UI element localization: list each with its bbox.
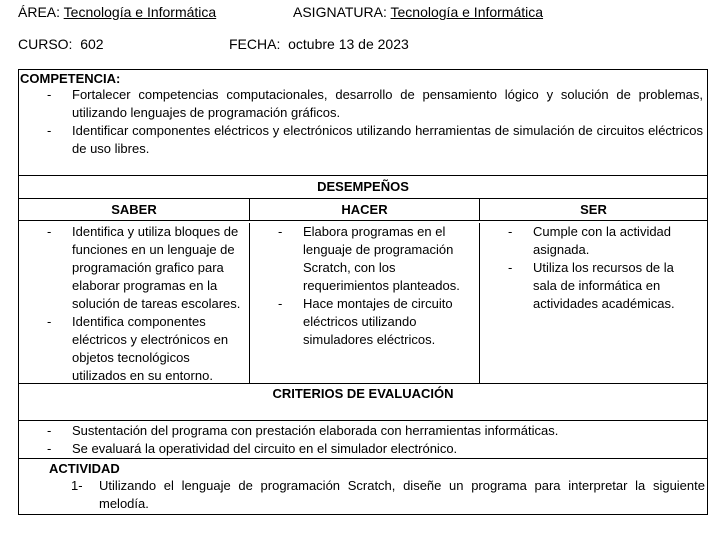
area-label: ÁREA: [18,4,61,20]
desempenos-content-row [18,220,708,383]
column-header-saber: SABER [19,199,250,220]
criterios-list [19,422,707,458]
date-label: FECHA: [229,36,281,52]
hacer-list [250,223,473,349]
date-line [229,36,409,52]
actividad-title: ACTIVIDAD [49,461,120,476]
area-line [18,4,216,20]
competencia-item: - Fortalecer competencias computacionales, desarrollo de pensamiento lógico y solución de problemas, utilizando lenguajes de programación gráficos. [19,86,703,122]
column-header-ser: SER [580,202,607,217]
competencia-title: COMPETENCIA: [20,71,121,86]
date-value: octubre 13 de 2023 [288,36,409,52]
hacer-item: - Hace montajes de circuito eléctricos utilizando simuladores eléctricos. [250,295,473,349]
ser-item: - Cumple con la actividad asignada. [480,223,701,259]
course-label: CURSO: [18,36,73,52]
saber-column [19,223,250,383]
ser-column [480,223,707,383]
criterios-title: CRITERIOS DE EVALUACIÓN [18,383,708,420]
hacer-item: - Elabora programas en el lenguaje de programación Scratch, con los requerimientos planteados. [250,223,473,295]
course-value: 602 [80,36,104,52]
ser-list [480,223,701,313]
desempenos-title: DESEMPEÑOS [18,175,708,198]
area-value: Tecnología e Informática [63,4,217,20]
subject-line [293,4,543,20]
criterios-item: - Sustentación del programa con prestación elaborada con herramientas informáticas. [19,422,707,440]
actividad-item-number: 1- [71,478,83,493]
course-line [18,36,104,52]
desempenos-header-row [18,198,708,220]
planning-table [18,69,708,515]
actividad-item [19,477,707,513]
competencia-list [19,86,707,158]
subject-value: Tecnología e Informática [390,4,544,20]
criterios-section [18,420,708,458]
saber-list [19,223,243,385]
criterios-item: - Se evaluará la operatividad del circuito en el simulador electrónico. [19,440,707,458]
actividad-section [18,458,708,515]
competencia-item: - Identificar componentes eléctricos y electrónicos utilizando herramientas de simulación de circuitos eléctricos de uso libres. [19,122,703,158]
saber-item: - Identifica y utiliza bloques de funciones en un lenguaje de programación grafico para elaborar programas en la solución de tareas escolares. [19,223,243,313]
column-header-hacer: HACER [250,199,480,220]
subject-label: ASIGNATURA: [293,4,387,20]
hacer-column [250,223,480,383]
actividad-item-text: Utilizando el lenguaje de programación Scratch, diseñe un programa para interpretar la siguiente melodía. [99,478,705,511]
ser-item: - Utiliza los recursos de la sala de informática en actividades académicas. [480,259,701,313]
saber-item: - Identifica componentes eléctricos y electrónicos en objetos tecnológicos utilizados en su entorno. [19,313,243,385]
competencia-section [18,69,708,175]
